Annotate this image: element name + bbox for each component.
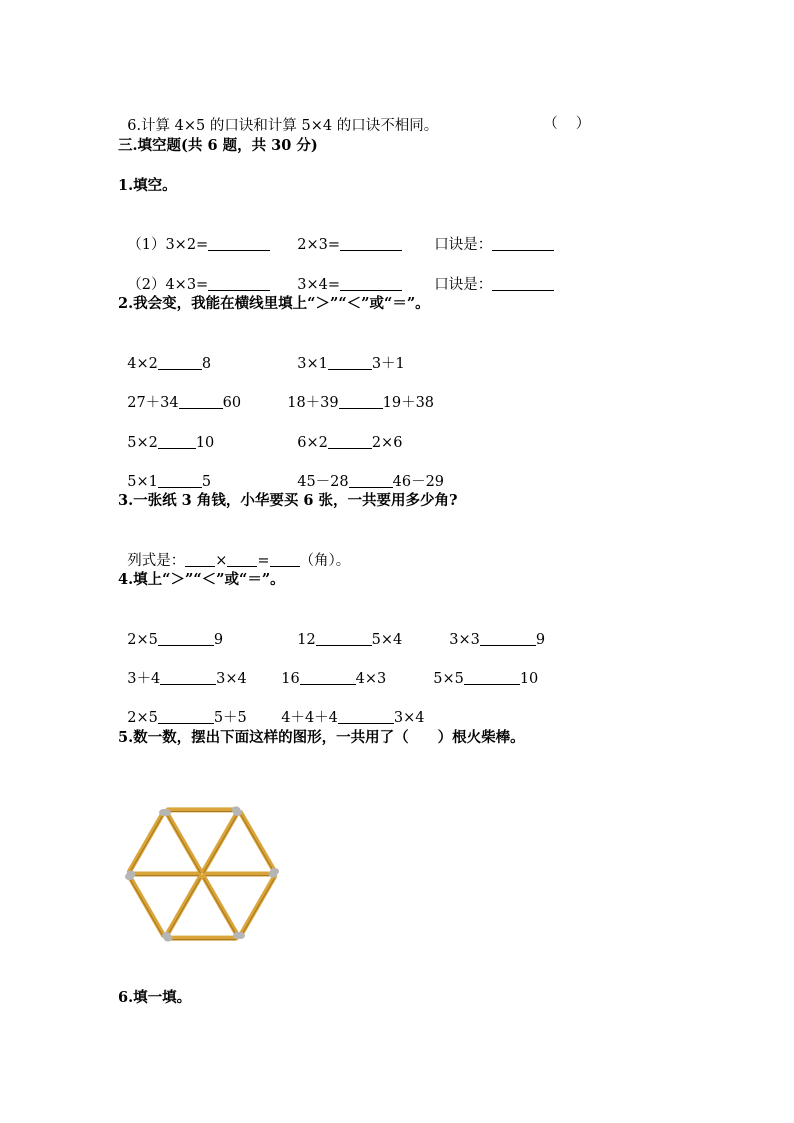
compare-blank[interactable] [158, 355, 202, 370]
q1-row-2-c: 口诀是： [425, 255, 554, 295]
q4-row-2-col-1: 3＋4 3×4 [127, 671, 247, 687]
q2-row-3-left: 5×2 10 [127, 435, 215, 451]
q4-row-1-col-3: 3×3 9 [449, 632, 546, 648]
q1-row-2: （2）4×3= [118, 255, 270, 295]
matchstick-shade [130, 878, 164, 937]
judge-question-6 [118, 96, 438, 136]
matchstick-head [233, 809, 242, 816]
fill-blank[interactable] [208, 276, 270, 291]
compare-blank[interactable] [160, 670, 216, 685]
matchstick [204, 813, 238, 872]
fill-blank[interactable] [270, 552, 300, 567]
compare-blank[interactable] [316, 631, 372, 646]
matchstick-head [162, 809, 171, 816]
q1-row-1: （1）3×2= [118, 215, 270, 255]
compare-blank[interactable] [349, 473, 393, 488]
fill-blank[interactable] [340, 236, 402, 251]
fill-blank[interactable] [227, 552, 257, 567]
compare-blank[interactable] [300, 670, 356, 685]
q4-row-1-col-1: 2×5 9 [127, 632, 224, 648]
compare-blank[interactable] [328, 355, 372, 370]
q2-row-4-right: 45－28 46－29 [297, 474, 445, 490]
q4-row-2-col-2: 16 4×3 [281, 671, 387, 687]
question-1-title: 1.填空。 [118, 177, 177, 194]
question-3-title: 3.一张纸 3 角钱，小华要买 6 张，一共要用多少角? [118, 492, 458, 509]
q2-row-3-right: 6×2 2×6 [297, 435, 403, 451]
matchstick-head [127, 871, 136, 878]
section-title: 三.填空题(共 6 题，共 30 分) [118, 137, 318, 154]
answer-paren[interactable]: （ ） [543, 116, 591, 132]
fill-blank[interactable] [185, 552, 215, 567]
matchstick-shade [241, 814, 275, 873]
matchstick-hexagon-figure [118, 796, 290, 948]
matchstick [241, 877, 275, 936]
q2-row-1-right: 3×1 3＋1 [297, 356, 405, 372]
matchstick [241, 813, 275, 872]
matchstick [167, 877, 201, 936]
compare-blank[interactable] [328, 434, 372, 449]
compare-blank[interactable] [339, 394, 383, 409]
matchstick-shade [204, 878, 238, 937]
compare-blank[interactable] [158, 473, 202, 488]
matchstick-shade [167, 878, 201, 937]
compare-blank[interactable] [158, 434, 196, 449]
fill-blank[interactable] [208, 236, 270, 251]
q2-row-4-left: 5×1 5 [127, 474, 212, 490]
question-4-title: 4.填上“＞”“＜”或“＝”。 [118, 571, 285, 588]
matchstick-shade [130, 814, 164, 873]
fill-blank[interactable] [340, 276, 402, 291]
matchstick-head [162, 932, 171, 939]
compare-blank[interactable] [338, 709, 394, 724]
matchstick-head [269, 871, 278, 878]
question-6-title: 6.填一填。 [118, 989, 192, 1006]
fill-blank[interactable] [492, 276, 554, 291]
matchstick [130, 877, 164, 936]
q4-row-3-col-1: 2×5 5＋5 [127, 710, 247, 726]
fill-blank[interactable] [492, 236, 554, 251]
q4-row-3-col-2: 4＋4＋4 3×4 [281, 710, 425, 726]
compare-blank[interactable] [480, 631, 536, 646]
q4-row-2-col-3: 5×5 10 [433, 671, 539, 687]
q2-row-2-left: 27＋34 60 [127, 395, 242, 411]
matchstick [130, 813, 164, 872]
compare-blank[interactable] [158, 631, 214, 646]
q2-row-2-right: 18＋39 19＋38 [287, 395, 435, 411]
question-5-title: 5.数一数，摆出下面这样的图形，一共用了（ ）根火柴棒。 [118, 729, 525, 746]
q4-row-1-col-2: 12 5×4 [297, 632, 403, 648]
matchstick [167, 813, 201, 872]
compare-blank[interactable] [179, 394, 223, 409]
q1-row-1-b: 2×3= [288, 215, 402, 255]
matchstick-shade [241, 878, 275, 937]
matchstick [204, 877, 238, 936]
q3-formula: 列式是： × = （角）。 [127, 553, 351, 569]
q1-row-2-b: 3×4= [288, 255, 402, 295]
matchstick-shade [204, 814, 238, 873]
matchstick-shade [167, 814, 201, 873]
compare-blank[interactable] [464, 670, 520, 685]
matchstick-head [233, 932, 242, 939]
question-2-title: 2.我会变，我能在横线里填上“＞”“＜”或“＝”。 [118, 295, 430, 312]
judge-question-6-text: 6.计算 4×5 的口诀和计算 5×4 的口诀不相同。 [127, 118, 439, 134]
compare-blank[interactable] [158, 709, 214, 724]
q2-row-1-left: 4×2 8 [127, 356, 212, 372]
q1-row-1-c: 口诀是： [425, 215, 554, 255]
